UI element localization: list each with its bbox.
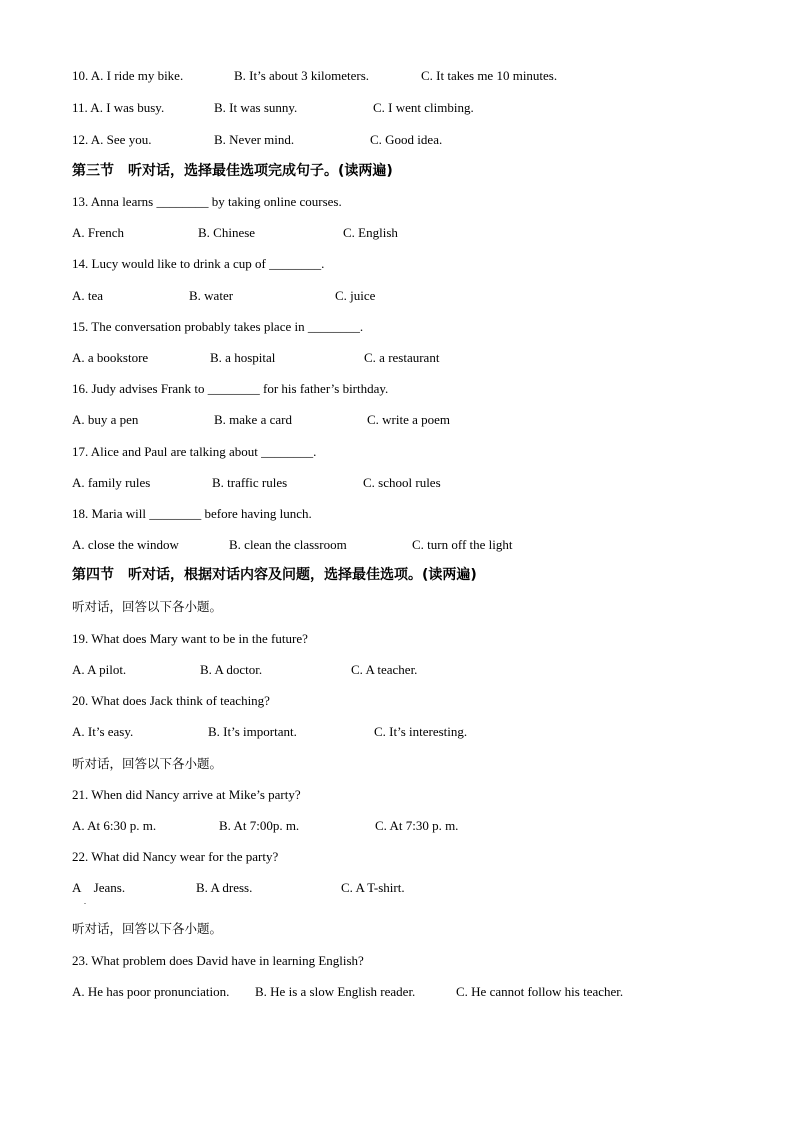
option-c: C. write a poem	[367, 412, 451, 427]
question-21: 21. When did Nancy arrive at Mike’s party?	[72, 787, 301, 802]
option-a: A. buy a pen	[72, 412, 139, 427]
instruction: 听对话，回答以下各小题。	[72, 921, 223, 936]
option-c: C. It’s interesting.	[374, 724, 468, 739]
option-b: B. a hospital	[210, 350, 276, 365]
question-15: 15. The conversation probably takes place in ________.	[72, 319, 364, 334]
option-a: A. a bookstore	[72, 350, 149, 365]
option-a: A. family rules	[72, 475, 151, 490]
option-b: B. Never mind.	[214, 132, 295, 147]
option-a: A. He has poor pronunciation.	[72, 984, 230, 999]
option-a: A. tea	[72, 288, 104, 303]
instruction: 听对话，回答以下各小题。	[72, 756, 223, 771]
option-b: B. Chinese	[198, 225, 256, 240]
instruction: 听对话，回答以下各小题。	[72, 599, 223, 614]
option-a: A. A pilot.	[72, 662, 127, 677]
option-a: A. close the window	[72, 537, 179, 552]
option-c: C. school rules	[363, 475, 441, 490]
option-b: B. traffic rules	[212, 475, 288, 490]
question-13: 13. Anna learns ________ by taking online courses.	[72, 194, 342, 209]
question-23: 23. What problem does David have in learning English?	[72, 953, 364, 968]
option-a: A. At 6:30 p. m.	[72, 818, 157, 833]
question-16: 16. Judy advises Frank to ________ for his father’s birthday.	[72, 381, 389, 396]
option-c: C. A teacher.	[351, 662, 418, 677]
question-20: 20. What does Jack think of teaching?	[72, 693, 270, 708]
question-17: 17. Alice and Paul are talking about ________.	[72, 444, 317, 459]
option-c: C. Good idea.	[370, 132, 443, 147]
option-c: C. A T-shirt.	[341, 880, 405, 895]
option-b: B. It’s about 3 kilometers.	[234, 68, 370, 83]
option-c: C. He cannot follow his teacher.	[456, 984, 624, 999]
stray-mark: .	[84, 897, 86, 906]
section-heading-4: 第四节 听对话，根据对话内容及问题，选择最佳选项。(读两遍)	[72, 567, 477, 583]
option-b: B. water	[189, 288, 234, 303]
option-a: A. French	[72, 225, 124, 240]
option-b: B. It was sunny.	[214, 100, 298, 115]
option-a: A Jeans.	[72, 880, 126, 895]
option-c: C. turn off the light	[412, 537, 513, 552]
option-c: C. At 7:30 p. m.	[375, 818, 459, 833]
question-14: 14. Lucy would like to drink a cup of ________.	[72, 256, 325, 271]
option-b: B. A dress.	[196, 880, 253, 895]
question-22: 22. What did Nancy wear for the party?	[72, 849, 279, 864]
option-c: C. I went climbing.	[373, 100, 474, 115]
option-c: C. juice	[335, 288, 376, 303]
option-c: C. a restaurant	[364, 350, 440, 365]
option-b: B. At 7:00p. m.	[219, 818, 300, 833]
option-b: B. A doctor.	[200, 662, 263, 677]
option-a: 12. A. See you.	[72, 132, 152, 147]
option-b: B. He is a slow English reader.	[255, 984, 416, 999]
question-19: 19. What does Mary want to be in the future?	[72, 631, 308, 646]
option-c: C. English	[343, 225, 398, 240]
option-b: B. clean the classroom	[229, 537, 347, 552]
section-heading-3: 第三节 听对话，选择最佳选项完成句子。(读两遍)	[72, 163, 393, 179]
option-a: A. It’s easy.	[72, 724, 134, 739]
option-b: B. make a card	[214, 412, 292, 427]
question-18: 18. Maria will ________ before having lunch.	[72, 506, 312, 521]
option-a: 11. A. I was busy.	[72, 100, 165, 115]
option-c: C. It takes me 10 minutes.	[421, 68, 558, 83]
option-a: 10. A. I ride my bike.	[72, 68, 184, 83]
option-b: B. It’s important.	[208, 724, 297, 739]
